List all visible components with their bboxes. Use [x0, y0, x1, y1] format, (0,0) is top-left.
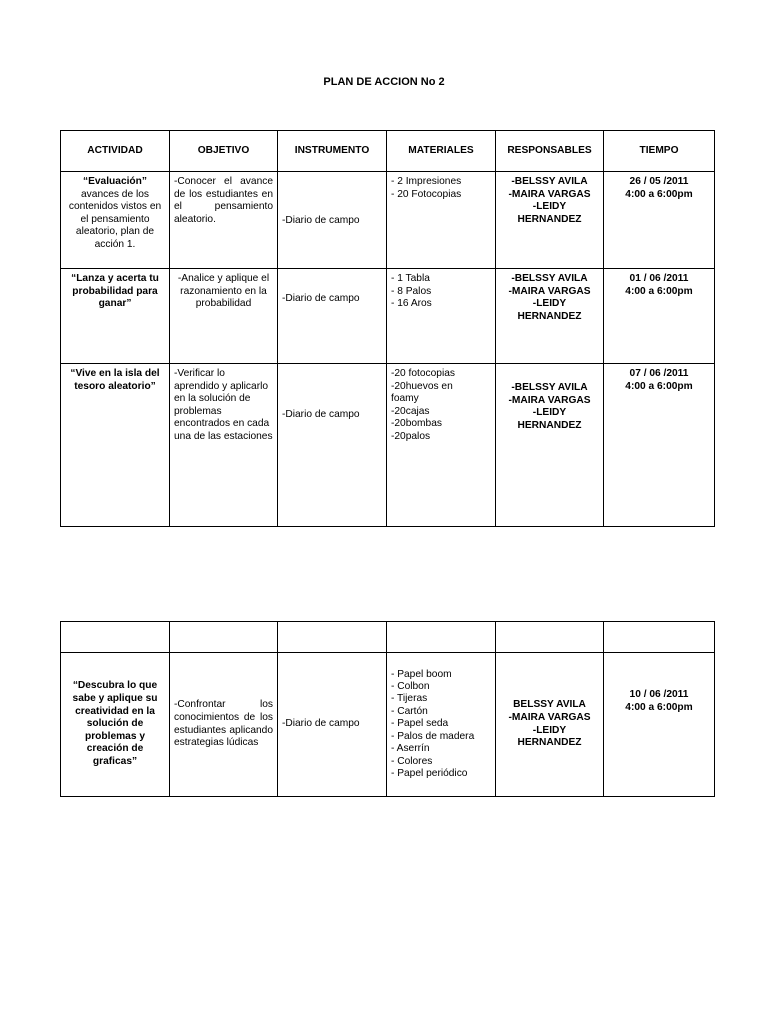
responsible-item: -BELSSY AVILA [511, 273, 588, 284]
table-header-row [61, 131, 715, 172]
empty-cell [278, 622, 387, 653]
cell-materiales [387, 172, 496, 269]
empty-header-row [61, 622, 715, 653]
action-plan-table [60, 130, 715, 527]
table-row [61, 172, 715, 269]
material-item: - Colbon [391, 681, 430, 693]
cell-materiales [387, 653, 496, 797]
material-item: - Tijeras [391, 693, 428, 705]
cell-tiempo [604, 364, 715, 527]
responsible-item: HERNANDEZ [517, 213, 582, 225]
cell-actividad [61, 172, 170, 269]
time-text: 4:00 a 6:00pm [625, 701, 693, 713]
material-item: - 8 Palos [391, 285, 432, 297]
responsible-item: -MAIRA VARGAS [508, 285, 591, 297]
time-text: 4:00 a 6:00pm [625, 380, 693, 392]
activity-title: “Evaluación” [83, 176, 147, 187]
header-objetivo: OBJETIVO [170, 131, 278, 172]
table-row [61, 364, 715, 527]
date-text: 07 / 06 /2011 [629, 368, 689, 379]
action-plan-table-continued [60, 621, 715, 797]
responsible-item: -LEIDY [532, 298, 567, 310]
responsible-item: -MAIRA VARGAS [508, 394, 591, 406]
cell-responsables [496, 364, 604, 527]
empty-cell [496, 622, 604, 653]
header-actividad: ACTIVIDAD [61, 131, 170, 172]
responsible-item: -BELSSY AVILA [511, 176, 588, 187]
material-item: foamy [391, 393, 419, 405]
empty-cell [387, 622, 496, 653]
material-item: - Papel seda [391, 718, 449, 730]
responsible-item: -LEIDY [532, 407, 567, 419]
document-title: PLAN DE ACCION No 2 [323, 76, 445, 88]
responsible-item: -LEIDY [532, 201, 567, 213]
responsible-item: -MAIRA VARGAS [508, 188, 591, 200]
cell-objetivo: -Confrontar los conocimientos de los estudiantes aplicando estrategias lúdicas [170, 653, 278, 797]
material-item: - 20 Fotocopias [391, 188, 462, 200]
cell-actividad: “Descubra lo que sabe y aplique su creatividad en la solución de problemas y creación de graficas” [61, 653, 170, 797]
cell-actividad: “Vive en la isla del tesoro aleatorio” [61, 364, 170, 527]
material-item: - 2 Impresiones [391, 176, 462, 187]
time-text: 4:00 a 6:00pm [625, 285, 693, 297]
responsible-item: -BELSSY AVILA [511, 382, 588, 393]
header-responsables: RESPONSABLES [496, 131, 604, 172]
responsible-item: HERNANDEZ [517, 737, 582, 749]
cell-tiempo [604, 653, 715, 797]
cell-tiempo [604, 172, 715, 269]
material-item: - Papel boom [391, 668, 452, 680]
empty-cell [170, 622, 278, 653]
cell-objetivo: -Verificar lo aprendido y aplicarlo en la solución de problemas encontrados en cada una de las estaciones [170, 364, 278, 527]
table-row [61, 653, 715, 797]
material-item: - Cartón [391, 705, 428, 717]
material-item: -20bombas [391, 418, 442, 430]
empty-cell [604, 622, 715, 653]
cell-materiales [387, 269, 496, 364]
material-item: - Papel periódico [391, 767, 468, 779]
material-item: - 16 Aros [391, 298, 432, 310]
material-item: -20 fotocopias [391, 368, 455, 379]
time-text: 4:00 a 6:00pm [625, 188, 693, 200]
cell-responsables [496, 172, 604, 269]
cell-responsables [496, 269, 604, 364]
header-tiempo: TIEMPO [604, 131, 715, 172]
date-text: 26 / 05 /2011 [629, 176, 689, 187]
cell-tiempo [604, 269, 715, 364]
responsible-item: -MAIRA VARGAS [508, 711, 591, 723]
empty-cell [61, 622, 170, 653]
cell-instrumento: -Diario de campo [278, 269, 387, 364]
date-text: 01 / 06 /2011 [629, 273, 689, 284]
material-item: - 1 Tabla [391, 273, 430, 284]
header-instrumento: INSTRUMENTO [278, 131, 387, 172]
cell-responsables [496, 653, 604, 797]
material-item: - Palos de madera [391, 730, 475, 742]
cell-actividad: “Lanza y acerta tu probabilidad para ganar” [61, 269, 170, 364]
cell-materiales [387, 364, 496, 527]
material-item: -20palos [391, 430, 431, 442]
cell-instrumento: -Diario de campo [278, 364, 387, 527]
material-item: - Colores [391, 755, 433, 767]
responsible-item: BELSSY AVILA [513, 699, 586, 711]
responsible-item: HERNANDEZ [517, 310, 582, 322]
cell-instrumento: -Diario de campo [278, 172, 387, 269]
header-materiales: MATERIALES [387, 131, 496, 172]
cell-instrumento: -Diario de campo [278, 653, 387, 797]
material-item: -20cajas [391, 405, 430, 417]
responsible-item: -LEIDY [532, 724, 567, 736]
table-row [61, 269, 715, 364]
activity-description: avances de los contenidos vistos en el pensamiento aleatorio, plan de acción 1. [68, 188, 162, 250]
cell-objetivo: -Conocer el avance de los estudiantes en el pensamiento aleatorio. [170, 172, 278, 269]
responsible-item: HERNANDEZ [517, 419, 582, 431]
date-text: 10 / 06 /2011 [629, 689, 689, 700]
material-item: -20huevos en [391, 380, 453, 392]
cell-objetivo: -Analice y aplique el razonamiento en la probabilidad [170, 269, 278, 364]
material-item: - Aserrín [391, 743, 430, 755]
